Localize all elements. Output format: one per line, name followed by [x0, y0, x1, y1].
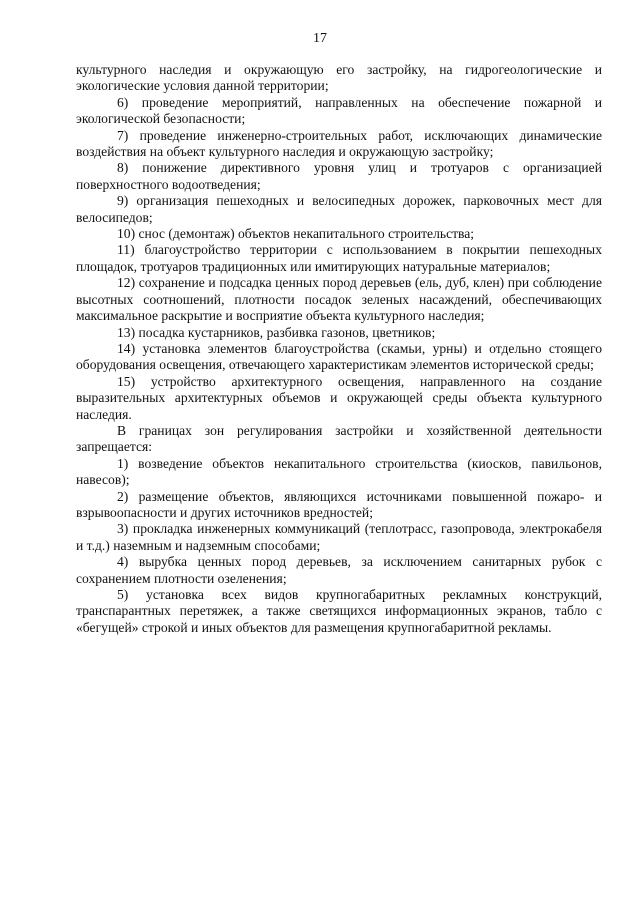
- paragraph-continuation: культурного наследия и окружающую его застройку, на гидрогеологические и экологические условия данной территории;: [76, 62, 602, 94]
- prohibition-item-5: 5) установка всех видов крупногабаритных рекламных конструкций, транспарантных перетяжек, а также светящихся информационных экранов, табло с «бегущей» строкой и иных объектов для размещения крупногабаритной рекламы.: [76, 587, 602, 635]
- list-item-13: 13) посадка кустарников, разбивка газонов, цветников;: [117, 324, 436, 340]
- list-item-15: 15) устройство архитектурного освещения, направленного на создание выразительных архитектурных объемов и окружающей среды объекта культурного наследия.: [76, 373, 602, 422]
- prohibition-item-2: 2) размещение объектов, являющихся источниками повышенной пожаро- и взрывоопасности и других источников вредностей;: [76, 488, 602, 520]
- list-item-7: 7) проведение инженерно-строительных работ, исключающих динамические воздействия на объект культурного наследия и окружающую застройку;: [76, 127, 602, 160]
- page-number: 17: [313, 31, 327, 46]
- list-item-8: 8) понижение директивного уровня улиц и тротуаров с организацией поверхностного водоотведения;: [76, 160, 602, 192]
- document-body: [76, 62, 602, 636]
- list-item-12: 12) сохранение и подсадка ценных пород деревьев (ель, дуб, клен) при соблюдение высотных соотношений, плотности посадок зеленых насаждений, обеспечивающих максимальное раскрытие и восприятие объекта культурного наследия;: [76, 275, 602, 324]
- prohibition-item-3: 3) прокладка инженерных коммуникаций (теплотрасс, газопровода, электрокабеля и т.д.) наземным и надземным способами;: [76, 521, 602, 553]
- prohibitions-heading: В границах зон регулирования застройки и хозяйственной деятельности запрещается:: [76, 422, 602, 455]
- list-item-10: 10) снос (демонтаж) объектов некапитального строительства;: [117, 226, 475, 242]
- list-item-11: 11) благоустройство территории с использованием в покрытии пешеходных площадок, тротуаров традиционных или имитирующих натуральные материалов;: [76, 242, 602, 274]
- prohibition-item-1: 1) возведение объектов некапитального строительства (киосков, павильонов, навесов);: [76, 455, 602, 488]
- list-item-14: 14) установка элементов благоустройства (скамьи, урны) и отдельно стоящего оборудования освещения, отвечающего характеристикам элементов исторической среды;: [76, 340, 602, 373]
- list-item-6: 6) проведение мероприятий, направленных на обеспечение пожарной и экологической безопасности;: [76, 94, 602, 127]
- list-item-9: 9) организация пешеходных и велосипедных дорожек, парковочных мест для велосипедов;: [76, 193, 602, 225]
- prohibition-item-4: 4) вырубка ценных пород деревьев, за исключением санитарных рубок с сохранением плотности озеленения;: [76, 554, 602, 586]
